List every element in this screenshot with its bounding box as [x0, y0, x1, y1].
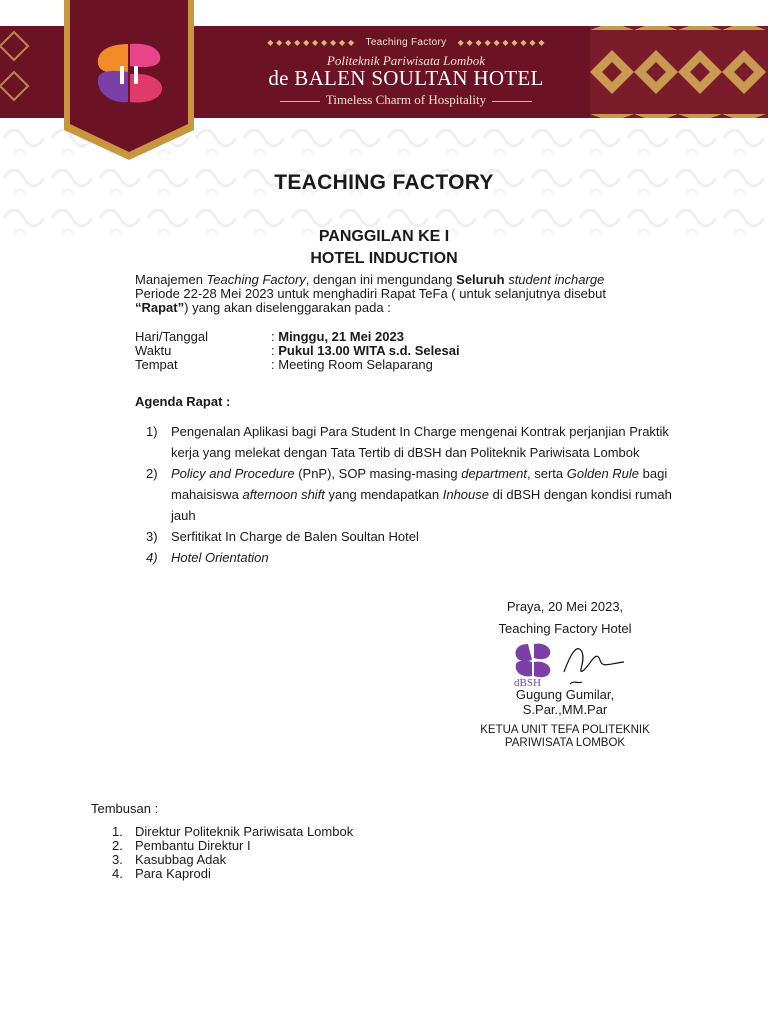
header-script-line: Politeknik Pariwisata Lombok — [326, 53, 486, 68]
info-value: Pukul 13.00 WITA s.d. Selesai — [278, 343, 460, 358]
info-key: Tempat — [135, 357, 178, 372]
agenda-text: (PnP), SOP masing-masing — [294, 466, 462, 481]
agenda-list — [146, 421, 686, 568]
diamond-ornament-icon: ◆ ◆ ◆ ◆ ◆ ◆ ◆ ◆ ◆ ◆ — [267, 38, 355, 47]
intro-text: , dengan ini mengundang — [305, 272, 457, 287]
info-key: Hari/Tanggal — [135, 329, 208, 344]
hotel-tagline — [226, 92, 586, 108]
header-small-title — [226, 37, 586, 48]
list-item — [146, 463, 686, 526]
tembusan-title: Tembusan : — [91, 801, 159, 816]
signature-stamp-icon — [512, 640, 630, 690]
tembusan-text: Para Kaprodi — [135, 866, 211, 881]
stamp-label: dBSH — [514, 677, 541, 689]
intro-text: Seluruh — [456, 272, 505, 287]
sign-place-date: Praya, 20 Mei 2023, — [506, 599, 624, 614]
agenda-text: afternoon shift — [242, 487, 325, 502]
page-title: TEACHING FACTORY — [274, 171, 494, 194]
list-number: 3. — [112, 852, 123, 867]
intro-text: student incharge — [508, 272, 605, 287]
list-number: 3) — [146, 529, 158, 544]
list-item — [112, 853, 353, 867]
info-sep: : — [271, 357, 279, 372]
tembusan-text: Direktur Politeknik Pariwisata Lombok — [135, 824, 354, 839]
list-item — [112, 825, 353, 839]
position-line: PARIWISATA LOMBOK — [504, 737, 626, 749]
list-item — [112, 839, 353, 853]
list-number: 2. — [112, 838, 123, 853]
intro-text: Manajemen — [135, 272, 207, 287]
agenda-text: department — [461, 466, 527, 481]
tembusan-text: Pembantu Direktur I — [135, 838, 251, 853]
agenda-text: , serta — [527, 466, 567, 481]
intro-text: Teaching Factory — [206, 272, 306, 287]
hotel-logo-icon — [90, 40, 170, 106]
list-number: 2) — [146, 466, 158, 481]
agenda-text: Pengenalan Aplikasi bagi Para Student In Charge mengenai Kontrak perjanjian Praktik kerja yang melekat dengan Tata Tertib di dBSH dan Politeknik Pariwisata Lombok — [171, 424, 669, 460]
list-item — [146, 421, 686, 463]
intro-text: Periode 22-28 Mei 2023 untuk menghadiri Rapat TeFa ( untuk selanjutnya disebut — [135, 286, 606, 301]
teaching-factory-label: Teaching Factory — [365, 37, 447, 48]
intro-text: “Rapat” — [135, 300, 185, 315]
list-number: 4) — [146, 550, 158, 565]
intro-text: ) yang akan diselenggarakan pada : — [184, 300, 391, 315]
agenda-text: Hotel Orientation — [171, 550, 269, 565]
info-sep: : — [271, 343, 279, 358]
info-row-date — [135, 330, 404, 344]
info-row-place — [135, 358, 433, 372]
diamond-ornament-icon: ◆ ◆ ◆ ◆ ◆ ◆ ◆ ◆ ◆ ◆ — [457, 38, 545, 47]
signer-position — [440, 724, 690, 750]
list-number: 4. — [112, 866, 123, 881]
agenda-text: di dBSH dengan kondisi rumah jauh — [171, 487, 672, 523]
info-value: Meeting Room Selaparang — [278, 357, 433, 372]
subtitle-call: PANGGILAN KE I — [318, 228, 450, 245]
list-number: 1) — [146, 424, 158, 439]
agenda-title: Agenda Rapat : — [135, 394, 231, 409]
info-sep: : — [271, 329, 279, 344]
subtitle-induction: HOTEL INDUCTION — [310, 250, 458, 267]
list-item — [146, 547, 686, 568]
tembusan-list — [112, 825, 353, 881]
agenda-text: Golden Rule — [566, 466, 640, 481]
sign-organization: Teaching Factory Hotel — [498, 621, 632, 636]
signer-name: Gugung Gumilar, — [515, 687, 615, 702]
info-value: Minggu, 21 Mei 2023 — [278, 329, 404, 344]
left-songket-pattern — [0, 26, 70, 118]
list-number: 1. — [112, 824, 123, 839]
signer-degree: S.Par.,MM.Par — [522, 702, 608, 717]
agenda-text: yang mendapatkan — [324, 487, 443, 502]
right-songket-pattern — [590, 26, 768, 118]
info-key: Waktu — [135, 343, 172, 358]
agenda-text: Policy and Procedure — [171, 466, 295, 481]
intro-paragraph — [135, 273, 695, 315]
info-row-time — [135, 344, 460, 358]
tagline-text: Timeless Charm of Hospitality — [325, 92, 487, 107]
tembusan-text: Kasubbag Adak — [135, 852, 227, 867]
list-item — [146, 526, 686, 547]
position-line: KETUA UNIT TEFA POLITEKNIK — [480, 724, 650, 736]
hotel-name: de BALEN SOULTAN HOTEL — [268, 66, 544, 90]
agenda-text: bagi mahaisiswa — [171, 466, 668, 502]
agenda-text: Inhouse — [442, 487, 489, 502]
agenda-text: Serfitikat In Charge de Balen Soultan Hotel — [171, 529, 419, 544]
list-item — [112, 867, 353, 881]
